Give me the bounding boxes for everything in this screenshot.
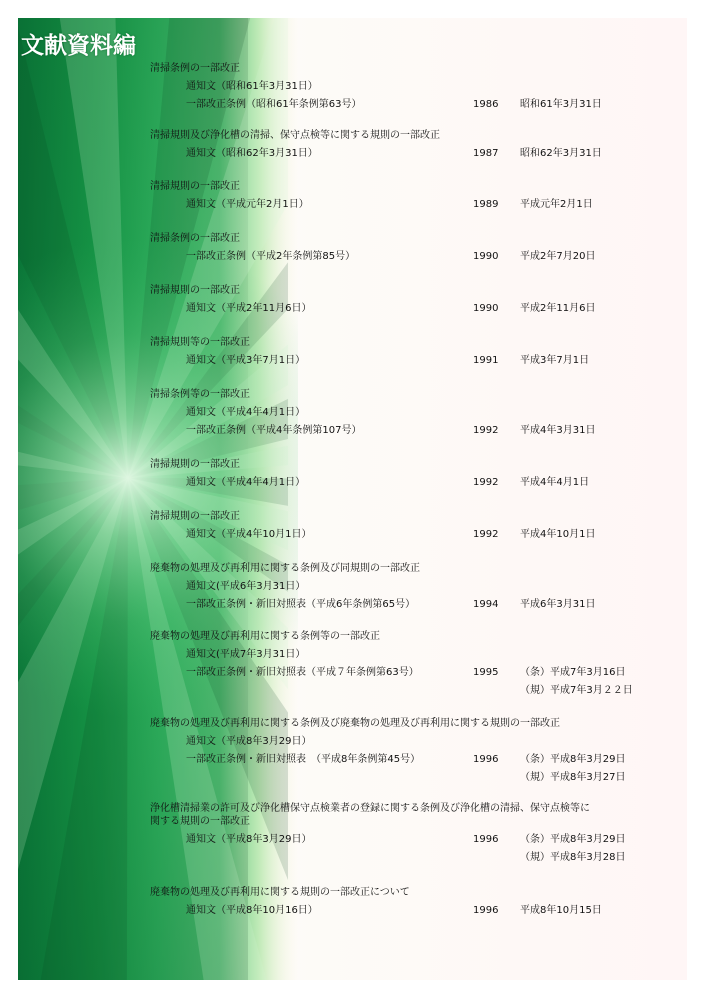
document-date: 平成4年3月31日 bbox=[520, 425, 596, 436]
document-item: 通知文（平成4年4月1日） bbox=[186, 477, 306, 488]
section-heading: 廃棄物の処理及び再利用に関する条例及び同規則の一部改正 bbox=[150, 563, 420, 574]
document-date: （規）平成8年3月27日 bbox=[520, 772, 626, 783]
document-item: 通知文（平成3年7月1日） bbox=[186, 355, 306, 366]
section-heading: 清掃規則及び浄化槽の清掃、保守点検等に関する規則の一部改正 bbox=[150, 130, 440, 141]
document-item: 通知文(平成6年3月31日） bbox=[186, 581, 306, 592]
document-year: 1996 bbox=[473, 834, 499, 845]
document-year: 1992 bbox=[473, 425, 499, 436]
document-date: 平成6年3月31日 bbox=[520, 599, 596, 610]
document-item: 一部改正条例・新旧対照表（平成７年条例第63号） bbox=[186, 667, 419, 678]
document-date: 平成3年7月1日 bbox=[520, 355, 590, 366]
section-heading: 清掃規則の一部改正 bbox=[150, 181, 240, 192]
section-heading: 清掃規則等の一部改正 bbox=[150, 337, 250, 348]
document-item: 一部改正条例・新旧対照表 （平成8年条例第45号） bbox=[186, 754, 421, 765]
document-item: 通知文（昭和61年3月31日） bbox=[186, 81, 318, 92]
document-item: 一部改正条例（平成4年条例第107号） bbox=[186, 425, 362, 436]
document-item: 一部改正条例（昭和61年条例第63号） bbox=[186, 99, 362, 110]
document-year: 1990 bbox=[473, 303, 499, 314]
document-item: 一部改正条例・新旧対照表（平成6年条例第65号） bbox=[186, 599, 416, 610]
document-page bbox=[18, 18, 687, 980]
section-heading: 廃棄物の処理及び再利用に関する条例等の一部改正 bbox=[150, 631, 380, 642]
document-year: 1994 bbox=[473, 599, 499, 610]
document-year: 1986 bbox=[473, 99, 499, 110]
document-item: 通知文（平成元年2月1日） bbox=[186, 199, 309, 210]
document-date: 平成2年7月20日 bbox=[520, 251, 596, 262]
section-heading: 清掃規則の一部改正 bbox=[150, 285, 240, 296]
document-year: 1987 bbox=[473, 148, 499, 159]
document-item: 通知文（平成4年4月1日） bbox=[186, 407, 306, 418]
document-year: 1992 bbox=[473, 477, 499, 488]
document-year: 1996 bbox=[473, 905, 499, 916]
document-item: 通知文（平成2年11月6日） bbox=[186, 303, 312, 314]
document-date: 平成4年10月1日 bbox=[520, 529, 596, 540]
document-year: 1990 bbox=[473, 251, 499, 262]
document-date: （条）平成8年3月29日 bbox=[520, 834, 626, 845]
section-heading: 関する規則の一部改正 bbox=[150, 816, 250, 827]
document-item: 通知文（平成4年10月1日） bbox=[186, 529, 312, 540]
document-year: 1989 bbox=[473, 199, 499, 210]
section-heading: 清掃条例等の一部改正 bbox=[150, 389, 250, 400]
document-date: 平成4年4月1日 bbox=[520, 477, 590, 488]
section-heading: 廃棄物の処理及び再利用に関する規則の一部改正について bbox=[150, 887, 410, 898]
page-title: 文献資料編 bbox=[21, 33, 136, 59]
document-date: （条）平成7年3月16日 bbox=[520, 667, 626, 678]
document-date: 昭和62年3月31日 bbox=[520, 148, 602, 159]
document-year: 1991 bbox=[473, 355, 499, 366]
document-item: 通知文(平成7年3月31日） bbox=[186, 649, 306, 660]
section-heading: 廃棄物の処理及び再利用に関する条例及び廃棄物の処理及び再利用に関する規則の一部改正 bbox=[150, 718, 560, 729]
document-year: 1995 bbox=[473, 667, 499, 678]
section-heading: 清掃規則の一部改正 bbox=[150, 511, 240, 522]
document-item: 通知文（平成8年3月29日） bbox=[186, 834, 312, 845]
document-date: （規）平成8年3月28日 bbox=[520, 852, 626, 863]
document-date: （規）平成7年3月２２日 bbox=[520, 685, 633, 696]
document-date: 昭和61年3月31日 bbox=[520, 99, 602, 110]
document-date: （条）平成8年3月29日 bbox=[520, 754, 626, 765]
section-heading: 浄化槽清掃業の許可及び浄化槽保守点検業者の登録に関する条例及び浄化槽の清掃、保守点検等に bbox=[150, 803, 590, 814]
document-item: 通知文（昭和62年3月31日） bbox=[186, 148, 318, 159]
section-heading: 清掃条例の一部改正 bbox=[150, 63, 240, 74]
document-item: 通知文（平成8年10月16日） bbox=[186, 905, 318, 916]
document-item: 通知文（平成8年3月29日） bbox=[186, 736, 312, 747]
document-date: 平成8年10月15日 bbox=[520, 905, 602, 916]
document-item: 一部改正条例（平成2年条例第85号） bbox=[186, 251, 356, 262]
section-heading: 清掃条例の一部改正 bbox=[150, 233, 240, 244]
document-date: 平成2年11月6日 bbox=[520, 303, 596, 314]
document-year: 1992 bbox=[473, 529, 499, 540]
document-date: 平成元年2月1日 bbox=[520, 199, 593, 210]
document-year: 1996 bbox=[473, 754, 499, 765]
section-heading: 清掃規則の一部改正 bbox=[150, 459, 240, 470]
document-list bbox=[18, 18, 687, 980]
